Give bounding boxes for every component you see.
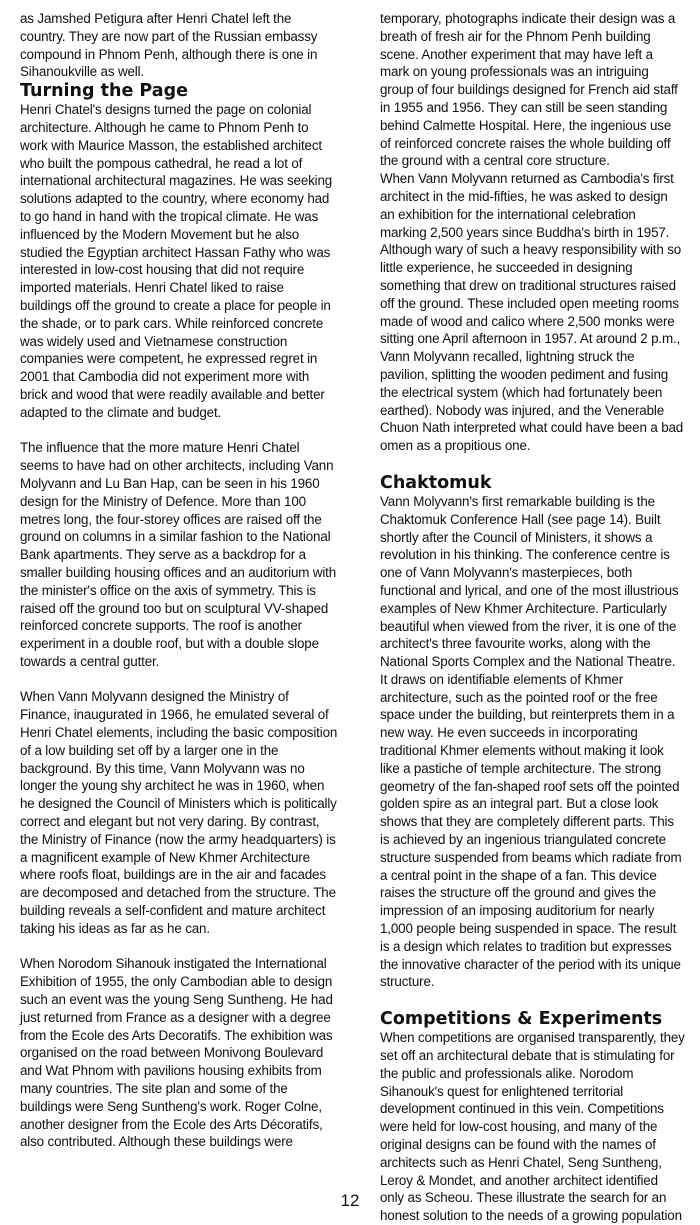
- turning-the-page-paragraph-1: Henri Chatel's designs turned the page on colonial architecture. Although he came to Phnom Penh to work with Maurice Masson, the established architect who built the pompous cathedral, he read a lot of international architectural magazines. He was seeking solutions adapted to the country, where economy had to go hand in hand with the tropical climate. He was influenced by the Modern Movement but he also studied the Egyptian architect Hassan Fathy who was interested in low-cost housing that did not require imported materials. Henri Chatel liked to raise buildings off the ground to create a place for people in the shade, or to park cars. While reinforced concrete was widely used and Vietnamese construction companies were competent, he expressed regret in 2001 that Cambodia did not experiment more with brick and wood that were readily available and better adapted to the climate and budget.: [20, 102, 333, 420]
- continued-paragraph-2: When Vann Molyvann returned as Cambodia's first architect in the mid-fifties, he was asked to design an exhibition for the international celebration marking 2,500 years since Buddha's birth in 1957. Although wary of such a heavy responsibility with so little experience, he succeeded in designing something that drew on traditional structures raised off the ground. These included open meeting rooms made of wood and calico where 2,500 monks were sitting one April afternoon in 1957. At around 2 p.m., Vann Molyvann recalled, lightning struck the pavilion, splitting the wooden pediment and fusing the electrical system (which had fortunately been earthed). Nobody was injured, and the Venerable Chuon Nath interpreted what could have been a bad omen as a propitious one.: [380, 171, 684, 454]
- chaktomuk-heading: Chaktomuk: [380, 472, 492, 493]
- right-column: [380, 10, 685, 1225]
- turning-the-page-heading: Turning the Page: [20, 81, 188, 102]
- continued-paragraph-1: temporary, photographs indicate their design was a breath of fresh air for the Phnom Penh building scene. Another experiment that may have left a mark on young professionals was an intriguing group of four buildings designed for French aid staff in 1955 and 1956. They can still be seen standing behind Calmette Hospital. Here, the ingenious use of reinforced concrete raises the whole building off the ground with a central core structure.: [380, 11, 678, 169]
- chaktomuk-paragraph: Vann Molyvann's first remarkable building is the Chaktomuk Conference Hall (see page 14). Built shortly after the Council of Ministers, it shows a revolution in his thinking. The conference centre is one of Vann Molyvann's masterpieces, both functional and lyrical, and one of the most illustrious examples of New Khmer Architecture. Particularly beautiful when viewed from the river, it is one of the architect's three favourite works, along with the National Sports Complex and the National Theatre. It draws on identifiable elements of Khmer architecture, such as the pointed roof or the free space under the building, but reinterprets them in a new way. He even succeeds in incorporating traditional Khmer elements without making it look like a pastiche of temple architecture. The strong geometry of the fan-shaped roof sets off the pointed golden spire as an integral part. But a close look shows that they are completely different parts. This is achieved by an ingenious triangulated concrete structure suspended from beams which radiate from a central point in the shape of a fan. This device raises the structure off the ground and gives the impression of an imposing auditorium for nearly 1,000 people being suspended in space. The result is a design which relates to tradition but expresses the innovative character of the period with its unique structure.: [380, 493, 682, 990]
- turning-the-page-paragraph-4: When Norodom Sihanouk instigated the International Exhibition of 1955, the only Cambodian able to design such an event was the young Seng Suntheng. He had just returned from France as a designer with a degree from the Ecole des Arts Decoratifs. The exhibition was organised on the road between Monivong Boulevard and Wat Phnom with pavilions housing exhibits from many countries. The site plan and some of the buildings were Seng Suntheng's work. Roger Colne, another designer from the Ecole des Arts Décoratifs, also contributed. Although these buildings were: [20, 956, 333, 1150]
- competitions-paragraph: When competitions are organised transparently, they set off an architectural debate that is stimulating for the public and professionals alike. Norodom Sihanouk's quest for enlightened territorial development continued in this vein. Competitions were held for low-cost housing, and many of the original designs can be found with the names of architects such as Henri Chatel, Seng Suntheng, Leroy & Mondet, and another architect identified only as Scheou. These illustrate the search for an honest solution to the needs of a growing population: [380, 1030, 685, 1224]
- turning-the-page-paragraph-2: The influence that the more mature Henri Chatel seems to have had on other architects, including Vann Molyvann and Lu Ban Hap, can be seen in his 1960 design for the Ministry of Defence. More than 100 metres long, the four-storey offices are raised off the ground on columns in a similar fashion to the National Bank apartments. They serve as a backdrop for a smaller building housing offices and an auditorium with the minister's office on the axis of symmetry. This is raised off the ground too but on sculptural VV-shaped reinforced concrete supports. The roof is another experiment in a double roof, but with a double slope towards a central gutter.: [20, 440, 337, 669]
- intro-paragraph: as Jamshed Petigura after Henri Chatel left the country. They are now part of the Russian embassy compound in Phnom Penh, although there is one in Sihanoukville as well.: [20, 11, 318, 80]
- page-number: 12: [340, 1191, 360, 1210]
- left-column: [20, 10, 338, 1151]
- competitions-heading: Competitions & Experiments: [380, 1009, 663, 1030]
- turning-the-page-paragraph-3: When Vann Molyvann designed the Ministry of Finance, inaugurated in 1966, he emulated several of Henri Chatel elements, including the basic composition of a low building set off by a larger one in the background. By this time, Vann Molyvann was no longer the young shy architect he was in 1960, when he designed the Council of Ministers which is politically correct and elegant but not very daring. By contrast, the Ministry of Finance (now the army headquarters) is a magnificent example of New Khmer Architecture where roofs float, buildings are in the air and facades are decomposed and detached from the structure. The building reveals a self-confident and mature architect taking his ideas as far as he can.: [20, 689, 338, 936]
